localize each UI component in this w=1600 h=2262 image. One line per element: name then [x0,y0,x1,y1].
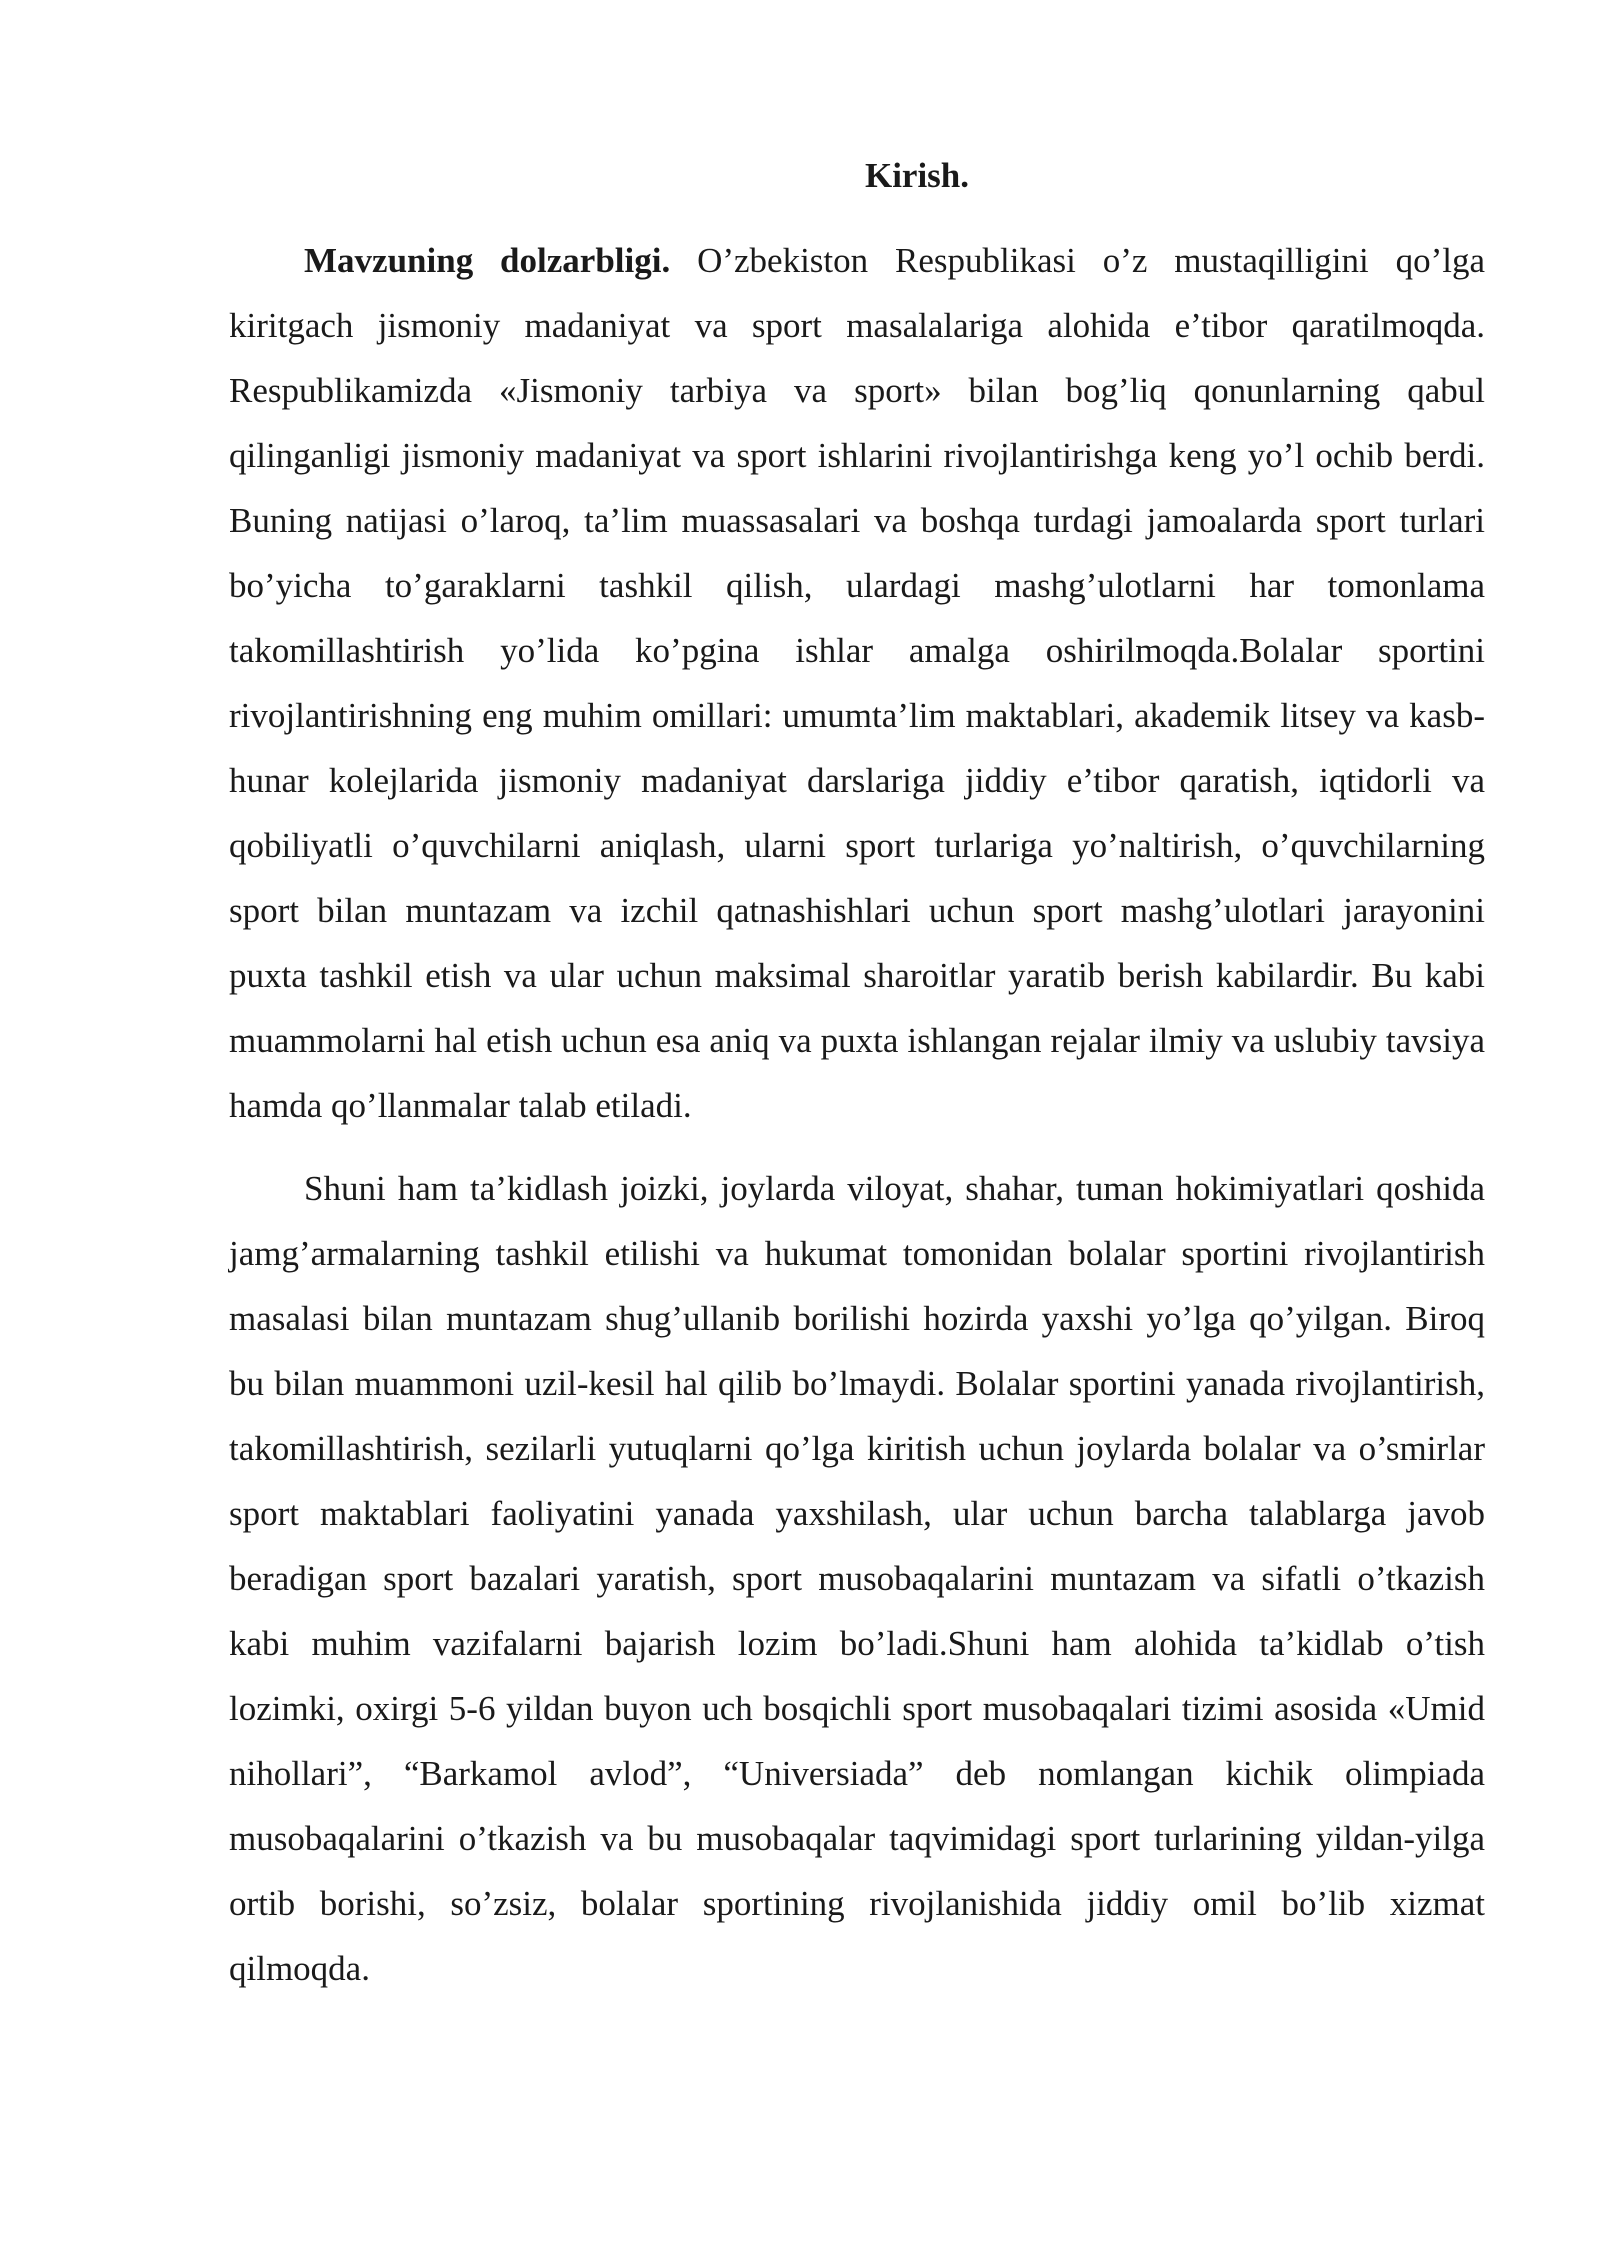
paragraph-relevance [229,228,1485,1138]
page-title: Kirish. [864,156,970,195]
paragraph-relevance-text: O’zbekiston Respublikasi o’z mustaqilligini qo’lga kiritgach jismoniy madaniyat va sport masalalariga alohida e’tibor qaratilmoqda. Respublikamizda «Jismoniy tarbiya va sport» bilan bog’liq qonunlarning qabul qilinganligi jismoniy madaniyat va sport ishlarini rivojlantirishga keng yo’l ochib berdi. Buning natijasi o’laroq, ta’lim muassasalari va boshqa turdagi jamoalarda sport turlari bo’yicha to’garaklarni tashkil qilish, ulardagi mashg’ulotlarni har tomonlama takomillashtirish yo’lida ko’pgina ishlar amalga oshirilmoqda.Bolalar sportini rivojlantirishning eng muhim omillari: umumta’lim maktablari, akademik litsey va kasb-hunar kolejlarida jismoniy madaniyat darslariga jiddiy e’tibor qaratish, iqtidorli va qobiliyatli o’quvchilarni aniqlash, ularni sport turlariga yo’naltirish, o’quvchilarning sport bilan muntazam va izchil qatnashishlari uchun sport mashg’ulotlari jarayonini puxta tashkil etish va ular uchun maksimal sharoitlar yaratib berish kabilardir. Bu kabi muammolarni hal etish uchun esa aniq va puxta ishlangan rejalar ilmiy va uslubiy tavsiya hamda qo’llanmalar talab etiladi. [229,241,1485,1125]
paragraph-second: Shuni ham ta’kidlash joizki, joylarda viloyat, shahar, tuman hokimiyatlari qoshida jamg’armalarning tashkil etilishi va hukumat tomonidan bolalar sportini rivojlantirish masalasi bilan muntazam shug’ullanib borilishi hozirda yaxshi yo’lga qo’yilgan. Biroq bu bilan muammoni uzil-kesil hal qilib bo’lmaydi. Bolalar sportini yanada rivojlantirish, takomillashtirish, sezilarli yutuqlarni qo’lga kiritish uchun joylarda bolalar va o’smirlar sport maktablari faoliyatini yanada yaxshilash, ular uchun barcha talablarga javob beradigan sport bazalari yaratish, sport musobaqalarini muntazam va sifatli o’tkazish kabi muhim vazifalarni bajarish lozim bo’ladi.Shuni ham alohida ta’kidlab o’tish lozimki, oxirgi 5-6 yildan buyon uch bosqichli sport musobaqalari tizimi asosida «Umid nihollari”, “Barkamol avlod”, “Universiada” deb nomlangan kichik olimpiada musobaqalarini o’tkazish va bu musobaqalar taqvimidagi sport turlarining yildan-yilga ortib borishi, so’zsiz, bolalar sportining rivojlanishida jiddiy omil bo’lib xizmat qilmoqda. [229,1169,1485,1988]
document-body [229,150,1485,2019]
paragraph-lead-heading: Mavzuning dolzarbligi. [304,241,671,280]
